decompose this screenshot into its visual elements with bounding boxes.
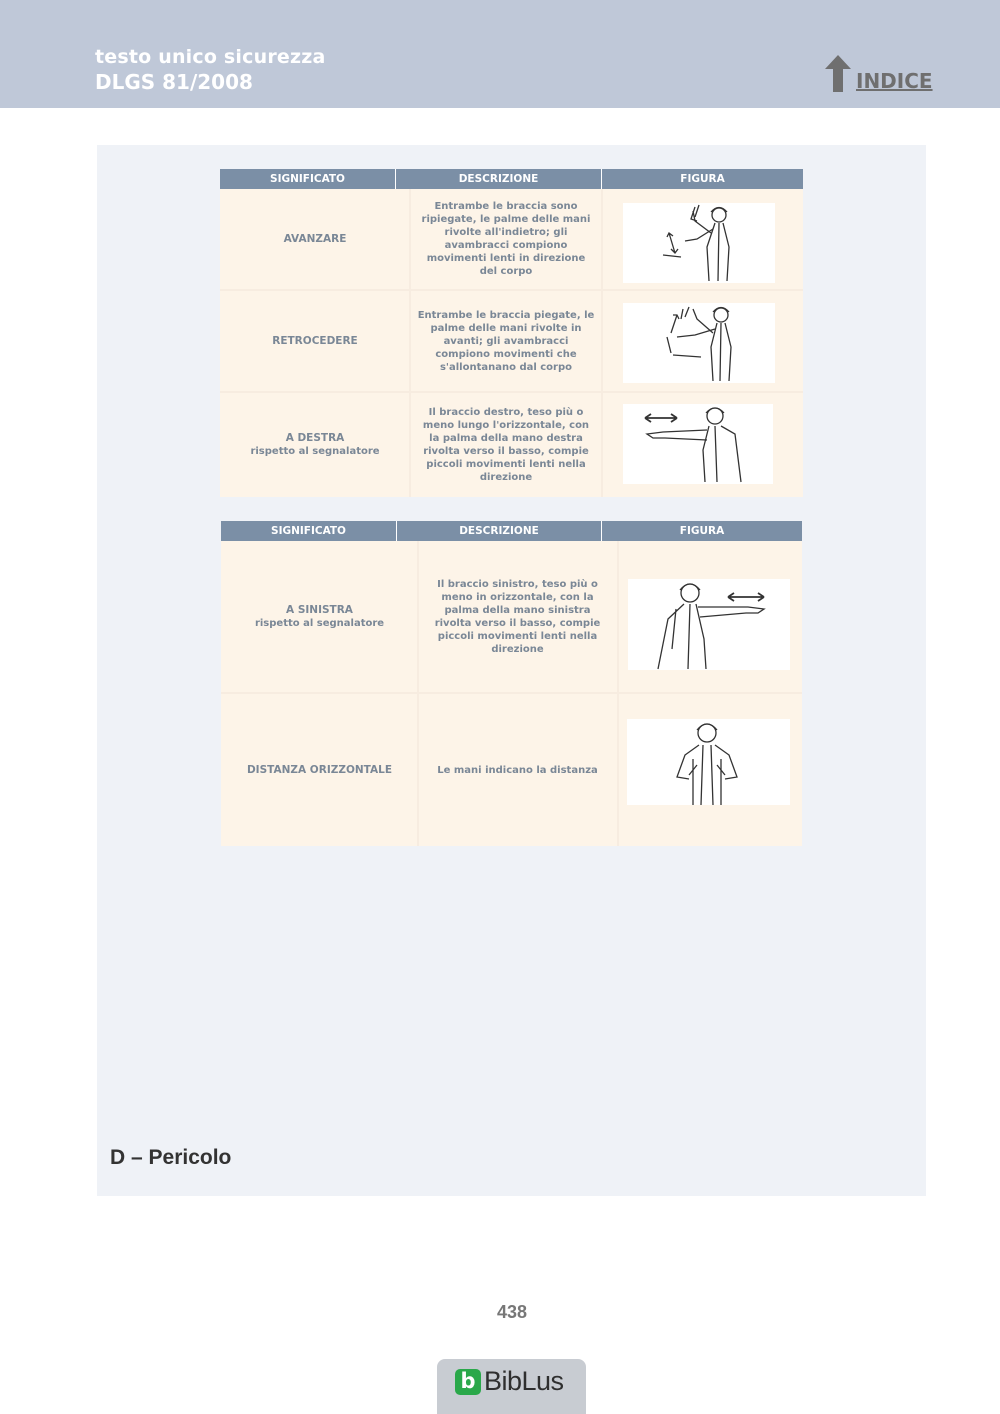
table-row [220, 291, 803, 393]
gesture-advance-figure [623, 203, 775, 283]
significato-sublabel: rispetto al segnalatore [254, 617, 385, 629]
significato-label: RETROCEDERE [272, 334, 358, 347]
biblus-b-icon: b [455, 1369, 481, 1395]
column-header-descrizione: DESCRIZIONE [397, 521, 602, 541]
brand-name: BibLus [484, 1366, 564, 1396]
table-header [220, 169, 803, 189]
column-header-figura: FIGURA [680, 173, 725, 185]
descrizione-text: Il braccio sinistro, teso più o meno in orizzontale, con la palma della mano sinistra rivolta verso il basso, compie piccoli movimenti lenti nella direzione [434, 578, 601, 655]
significato-label: A SINISTRA [286, 603, 353, 616]
column-header-descrizione: DESCRIZIONE [396, 169, 602, 189]
biblus-brand-logo [437, 1359, 586, 1414]
descrizione-text: Entrambe le braccia piegate, le palme delle mani rivolte in avanti; gli avambracci compiono movimenti che s'allontanano dal corpo [417, 309, 595, 373]
indice-label: INDICE [856, 69, 933, 93]
gesture-horizontal-distance-figure [627, 719, 790, 805]
table-row [221, 694, 802, 846]
table-row [221, 541, 802, 694]
column-header-significato: SIGNIFICATO [220, 169, 396, 189]
table-header [221, 521, 802, 541]
descrizione-text: Il braccio destro, teso più o meno lungo l'orizzontale, con la palma della mano destra rivolta verso il basso, compie piccoli movimenti lenti nella direzione [422, 407, 590, 483]
section-title: D – Pericolo [110, 1146, 232, 1169]
column-header-significato: SIGNIFICATO [221, 521, 397, 541]
page-number: 438 [496, 1302, 528, 1322]
indice-link[interactable] [824, 54, 934, 94]
gesture-reverse-figure [623, 303, 775, 383]
table-row [220, 189, 803, 291]
significato-sublabel: rispetto al segnalatore [250, 446, 380, 457]
up-arrow-icon [824, 54, 852, 94]
table-row [220, 393, 803, 497]
page-header [0, 0, 1000, 108]
significato-label: DISTANZA ORIZZONTALE [246, 763, 393, 776]
significato-label: A DESTRA [285, 432, 345, 444]
header-title-line1: testo unico sicurezza [95, 46, 326, 68]
column-header-figura: FIGURA [679, 525, 725, 537]
header-title-line2: DLGS 81/2008 [95, 70, 253, 94]
significato-label: AVANZARE [283, 232, 347, 245]
signals-table-2 [221, 521, 802, 846]
descrizione-text: Le mani indicano la distanza [437, 764, 598, 776]
gesture-right-figure [623, 404, 773, 484]
signals-table-1 [220, 169, 803, 497]
descrizione-text: Entrambe le braccia sono ripiegate, le palme delle mani rivolte all'indietro; gli avambracci compiono movimenti lenti in direzione del corpo [421, 201, 591, 277]
gesture-left-figure [628, 579, 790, 670]
